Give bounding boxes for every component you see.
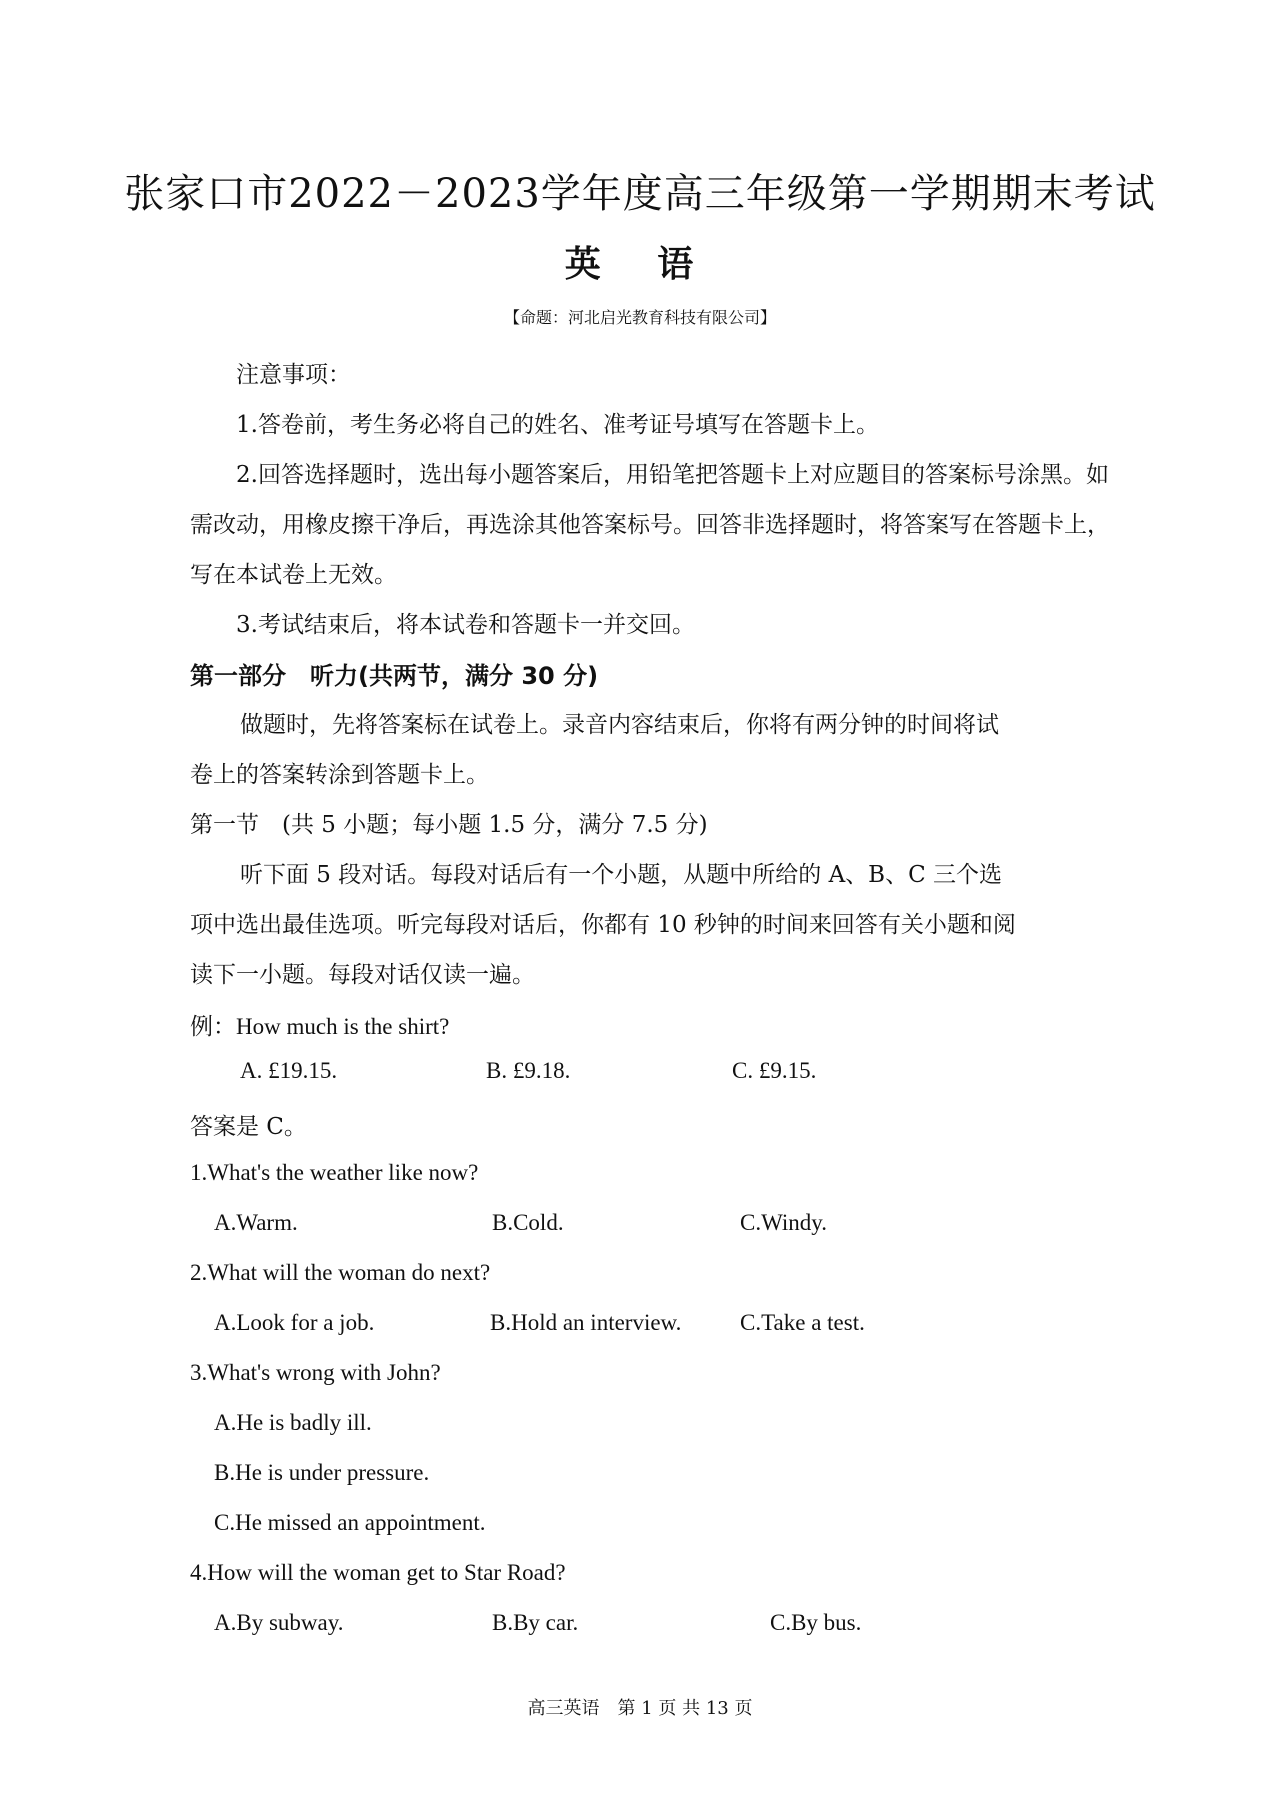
notice-item-2-line-3: 写在本试卷上无效。 — [190, 562, 397, 588]
question-3: 3.What's wrong with John? — [190, 1360, 441, 1385]
question-4-option-b: B.By car. — [492, 1610, 579, 1635]
question-2-option-c: C.Take a test. — [740, 1310, 865, 1335]
part1-intro-line-1: 做题时，先将答案标在试卷上。录音内容结束后，你将有两分钟的时间将试 — [240, 712, 999, 738]
question-4-option-c: C.By bus. — [770, 1610, 862, 1635]
exam-title: 张家口市2022－2023学年度高三年级第一学期期末考试 — [124, 171, 1156, 217]
part1-intro-line-2: 卷上的答案转涂到答题卡上。 — [190, 762, 489, 788]
notice-item-1: 1.答卷前，考生务必将自己的姓名、准考证号填写在答题卡上。 — [236, 412, 879, 438]
question-3-option-c: C.He missed an appointment. — [214, 1510, 486, 1535]
question-1-option-a: A.Warm. — [214, 1210, 298, 1235]
exam-author: 【命题：河北启光教育科技有限公司】 — [503, 308, 776, 327]
notice-item-2-line-2: 需改动，用橡皮擦干净后，再选涂其他答案标号。回答非选择题时，将答案写在答题卡上， — [190, 512, 1110, 538]
notice-item-3: 3.考试结束后，将本试卷和答题卡一并交回。 — [236, 612, 695, 638]
question-2-option-a: A.Look for a job. — [214, 1310, 375, 1335]
section1-heading: 第一节 (共 5 小题；每小题 1.5 分，满分 7.5 分) — [190, 812, 708, 838]
question-3-option-a: A.He is badly ill. — [214, 1410, 372, 1435]
example-option-b: B. £9.18. — [486, 1058, 571, 1083]
notice-item-2-line-1: 2.回答选择题时，选出每小题答案后，用铅笔把答题卡上对应题目的答案标号涂黑。如 — [236, 462, 1109, 488]
question-1-option-c: C.Windy. — [740, 1210, 828, 1235]
question-3-option-b: B.He is under pressure. — [214, 1460, 430, 1485]
question-2: 2.What will the woman do next? — [190, 1260, 491, 1285]
question-4-option-a: A.By subway. — [214, 1610, 344, 1635]
question-4: 4.How will the woman get to Star Road? — [190, 1560, 566, 1585]
example-answer: 答案是 C。 — [190, 1114, 307, 1140]
exam-subject: 英 语 — [564, 244, 716, 285]
part1-heading: 第一部分 听力(共两节，满分 30 分) — [190, 662, 599, 690]
example-question: 例：How much is the shirt? — [190, 1014, 450, 1039]
notice-heading: 注意事项： — [236, 362, 351, 388]
example-option-c: C. £9.15. — [732, 1058, 817, 1083]
question-2-option-b: B.Hold an interview. — [490, 1310, 682, 1335]
example-option-a: A. £19.15. — [240, 1058, 338, 1083]
section1-line-2: 项中选出最佳选项。听完每段对话后，你都有 10 秒钟的时间来回答有关小题和阅 — [190, 912, 1016, 938]
section1-line-1: 听下面 5 段对话。每段对话后有一个小题，从题中所给的 A、B、C 三个选 — [240, 862, 1002, 888]
section1-line-3: 读下一小题。每段对话仅读一遍。 — [190, 962, 535, 988]
page-footer: 高三英语 第 1 页 共 13 页 — [527, 1698, 753, 1719]
question-1-option-b: B.Cold. — [492, 1210, 564, 1235]
question-1: 1.What's the weather like now? — [190, 1160, 479, 1185]
